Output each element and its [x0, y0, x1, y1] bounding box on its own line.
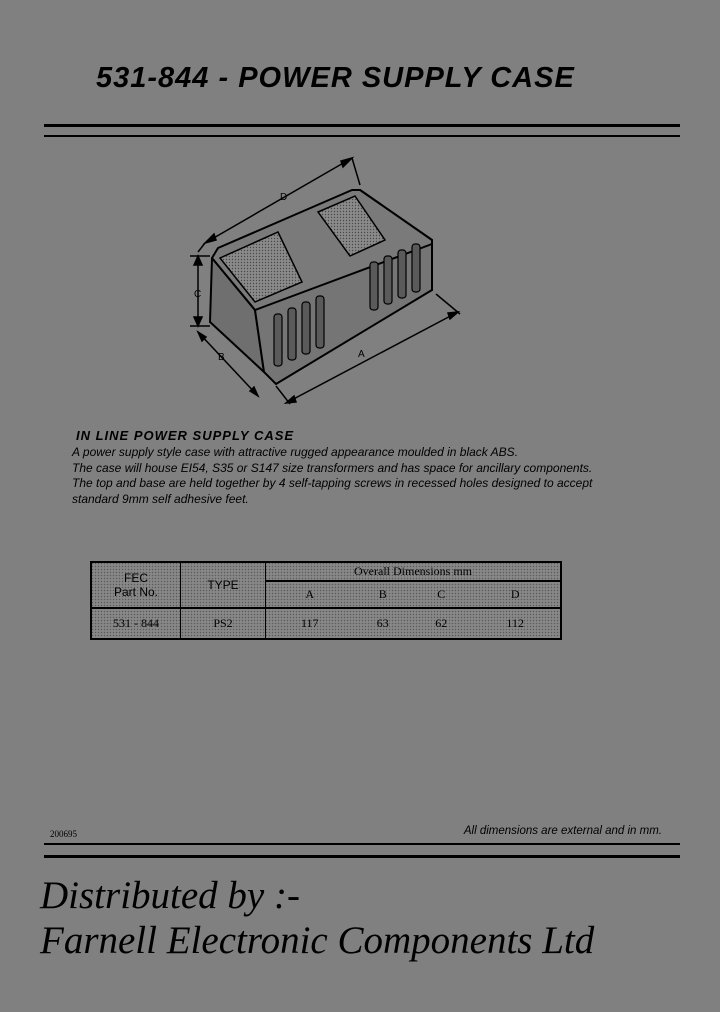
dimensions-note: All dimensions are external and in mm.: [463, 825, 662, 837]
table-header-row: [91, 562, 561, 581]
cell-dim-b: 63: [376, 616, 389, 630]
label-c: C: [194, 289, 202, 300]
dimensions-group-header: Overall Dimensions mm: [354, 564, 472, 578]
label-a: A: [358, 349, 365, 360]
cell-dim-c: 62: [435, 616, 448, 630]
label-b: B: [218, 352, 225, 363]
paragraph: The top and base are held together by 4 self-tapping screws in recessed holes designed to accept standard 9mm self adhesive feet.: [72, 476, 593, 506]
dim-header-a: A: [305, 587, 315, 601]
cell-type: PS2: [181, 608, 266, 639]
cell-dim-a: 117: [300, 616, 319, 630]
footer-rule-thick: [44, 855, 680, 858]
document-title: 531-844 - POWER SUPPLY CASE: [96, 62, 575, 94]
col-part-no-header-line2: Part No.: [113, 585, 158, 599]
footer-rule-thin: [44, 843, 680, 845]
section-heading: IN LINE POWER SUPPLY CASE: [76, 428, 295, 443]
distributor-name: Farnell Electronic Components Ltd: [40, 919, 595, 962]
cell-dim-d: 112: [506, 616, 524, 630]
description: [72, 445, 632, 507]
dim-header-d: D: [510, 587, 520, 601]
dim-header-b: B: [378, 587, 387, 601]
table-row: [91, 608, 561, 639]
label-d: D: [280, 192, 288, 203]
paragraph: The case will house EI54, S35 or S147 size transformers and has space for ancillary components.: [72, 460, 593, 475]
col-type-header: TYPE: [181, 562, 266, 608]
document-code: 200695: [50, 829, 77, 839]
cell-part-no: 531 - 844: [91, 608, 181, 639]
dimensions-table: [90, 561, 562, 640]
col-part-no-header-line1: FEC: [124, 571, 148, 585]
col-part-no-header: [91, 562, 181, 608]
power-supply-case-diagram: [0, 0, 720, 420]
dim-header-c: C: [437, 587, 446, 601]
paragraph: A power supply style case with attractive rugged appearance moulded in black ABS.: [72, 445, 519, 459]
distributed-by-line: Distributed by :-: [40, 874, 300, 917]
